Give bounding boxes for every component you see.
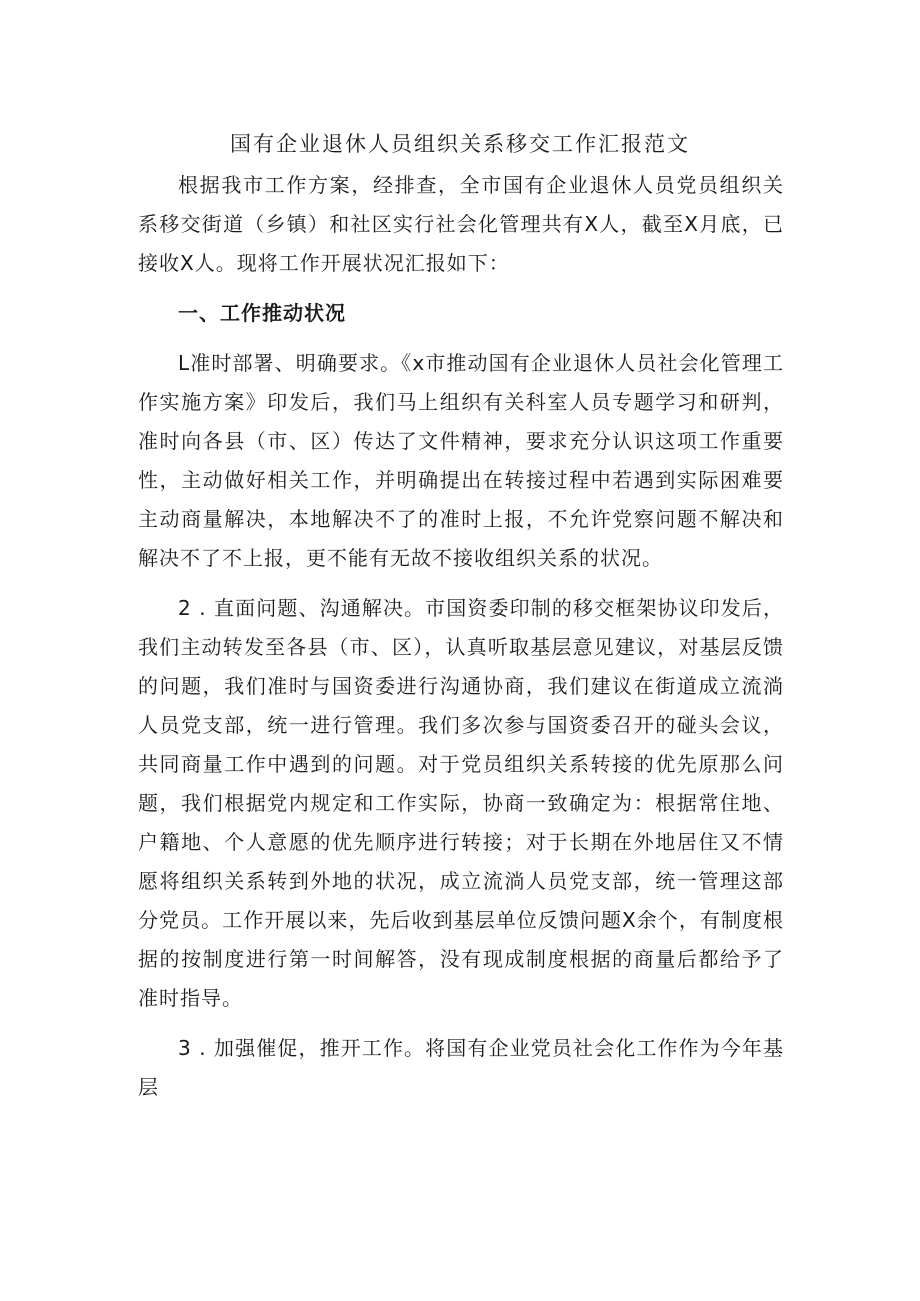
document-title: 国有企业退休人员组织关系移交工作汇报范文 <box>230 132 690 157</box>
section-heading: 一、工作推动状况 <box>178 301 346 325</box>
item-1-paragraph: L准时部署、明确要求。《x市推动国有企业退休人员社会化管理工作实施方案》印发后，我们马上组织有关科室人员专题学习和研判，准时向各县（市、区）传达了文件精神，要求充分认识这项工作重要性，主动做好相关工作，并明确提出在转接过程中若遇到实际困难要主动商量解决，本地解决不了的准时上报，不允许党察问题不解决和解决不了不上报，更不能有无故不接收组织关系的状况。 <box>138 351 784 570</box>
item-3-paragraph: 3 . 加强催促，推开工作。将国有企业党员社会化工作作为今年基层 <box>138 1036 784 1099</box>
item-2-paragraph: 2 . 直面问题、沟通解决。市国资委印制的移交框架协议印发后，我们主动转发至各县（市、区），认真听取基层意见建议，对基层反馈的问题，我们准时与国资委进行沟通协商，我们建议在街道成立流淌人员党支部，统一进行管理。我们多次参与国资委召开的碰头会议，共同商量工作中遇到的问题。对于党员组织关系转接的优先原那么问题，我们根据党内规定和工作实际，协商一致确定为：根据常住地、户籍地、个人意愿的优先顺序进行转接；对于长期在外地居住又不情愿将组织关系转到外地的状况，成立流淌人员党支部，统一管理这部分党员。工作开展以来，先后收到基层单位反馈问题X余个，有制度根据的按制度进行第一时间解答，没有现成制度根据的商量后都给予了准时指导。 <box>138 596 784 1010</box>
intro-paragraph: 根据我市工作方案，经排查，全市国有企业退休人员党员组织关系移交街道（乡镇）和社区实行社会化管理共有X人，截至X月底，已接收X人。现将工作开展状况汇报如下： <box>138 173 784 275</box>
document-body <box>138 166 784 1107</box>
